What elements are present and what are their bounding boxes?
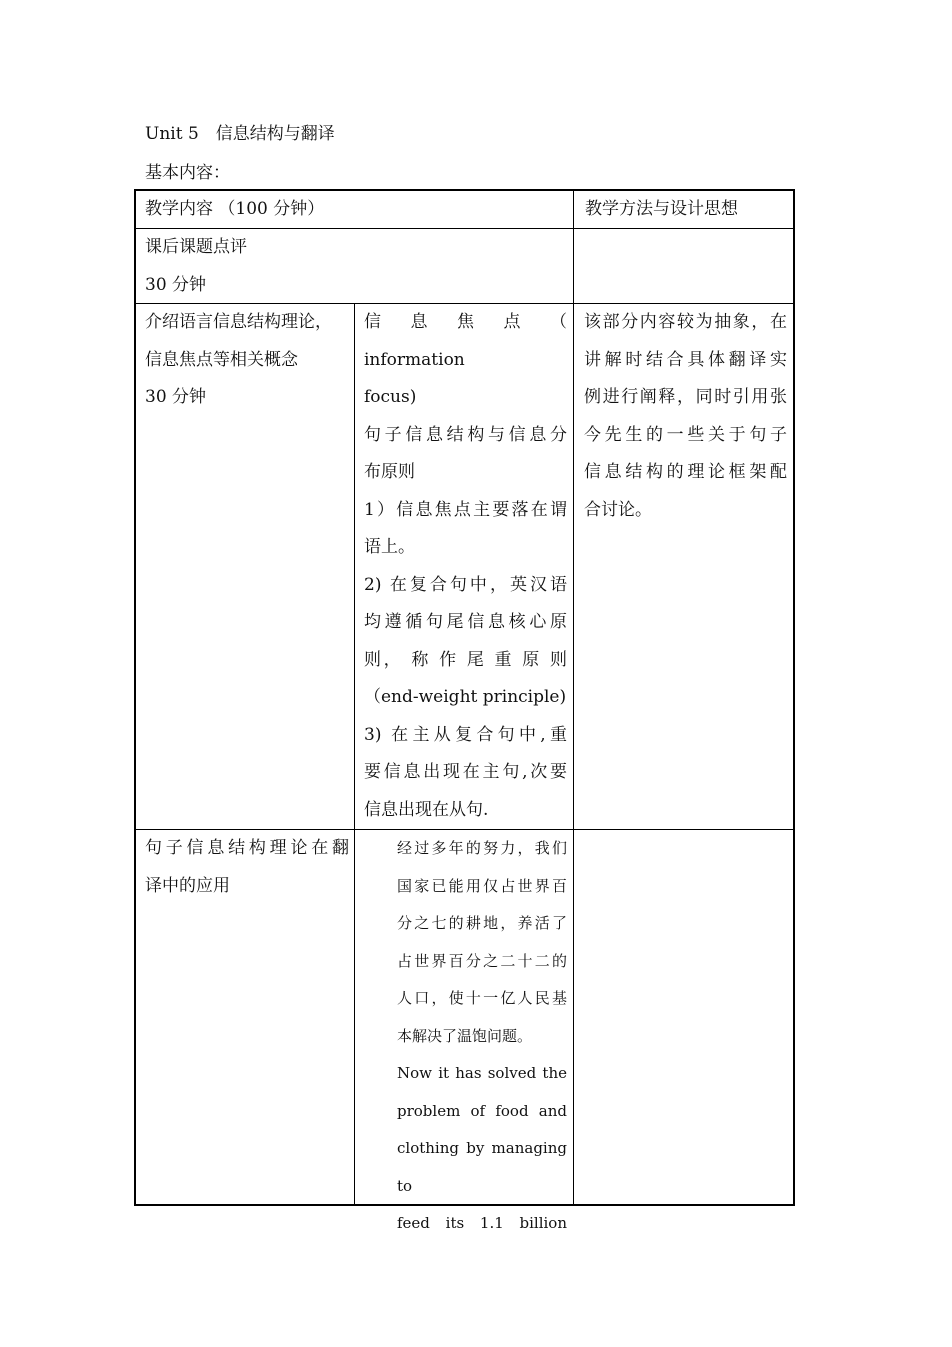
row3-example-line: 占世界百分之二十二的 (397, 951, 567, 970)
table-border-left (134, 189, 136, 1206)
row2-detail-line: 2) 在复合句中，英汉语 (364, 574, 567, 595)
row2-detail-line: 句子信息结构与信息分 (364, 424, 567, 445)
row2-topic-line: 介绍语言信息结构理论， (145, 312, 332, 332)
row2-method-line: 讲解时结合具体翻译实 (584, 349, 787, 370)
header-method-label: 教学方法与设计思想 (585, 199, 738, 219)
row3-example-line: feed its 1.1 billion (397, 1214, 567, 1232)
header-content-label: 教学内容 （100 分钟） (145, 199, 325, 219)
row3-topic-line: 句子信息结构理论在翻 (145, 838, 349, 858)
row2-detail-line: 信 息 焦 点 （ information (364, 312, 567, 370)
row2-method-cell (584, 304, 787, 529)
row2-detail-line: 3) 在主从复合句中,重 (364, 724, 567, 745)
row3-example-line: 人口，使十一亿人民基 (397, 989, 567, 1007)
header-content-cell (145, 191, 565, 229)
row1-line: 课后课题点评 (145, 237, 247, 257)
row1-content-cell (145, 229, 565, 304)
row3-topic-cell (145, 830, 349, 905)
row2-topic-cell (145, 304, 349, 417)
row3-example-line: clothing by managing to (397, 1139, 567, 1195)
row3-example-cell (397, 830, 567, 1243)
table-rule-col-mid (354, 303, 355, 1206)
row2-detail-cell (364, 304, 567, 829)
row3-example-line: 经过多年的努力，我们 (397, 839, 567, 857)
row2-detail-line: 布原则 (364, 462, 415, 482)
header-method-cell (585, 191, 785, 229)
row2-topic-line: 30 分钟 (145, 387, 207, 407)
row3-topic-line: 译中的应用 (145, 875, 230, 896)
row2-detail-line: 信息出现在从句. (364, 799, 489, 820)
row2-method-line: 今先生的一些关于句子 (584, 424, 787, 445)
row2-detail-line: focus) (364, 387, 417, 407)
row2-detail-line: 语上。 (364, 537, 415, 557)
row2-method-line: 信息结构的理论框架配 (584, 462, 787, 482)
row3-example-line: 本解决了温饱问题。 (397, 1026, 533, 1045)
table-rule-col-right (573, 189, 574, 1206)
row3-example-line: problem of food and (397, 1101, 567, 1120)
lesson-plan-table (134, 189, 795, 1232)
row1-line: 30 分钟 (145, 274, 207, 295)
document-title: Unit 5 信息结构与翻译 (145, 124, 335, 144)
row2-detail-line: 均遵循句尾信息核心原 (364, 612, 567, 632)
row2-detail-line: （end-weight principle) (364, 687, 567, 707)
row3-example-line: 国家已能用仅占世界百 (397, 876, 567, 895)
row2-topic-line: 信息焦点等相关概念 (145, 349, 298, 370)
row2-detail-line: 1）信息焦点主要落在谓 (364, 499, 567, 520)
row2-method-line: 合讨论。 (584, 499, 652, 520)
row2-method-line: 该部分内容较为抽象，在 (584, 312, 787, 332)
row2-method-line: 例进行阐释，同时引用张 (584, 387, 787, 407)
row3-example-line: 分之七的耕地，养活了 (397, 914, 567, 932)
section-label: 基本内容： (145, 163, 230, 183)
row2-detail-line: 则， 称 作 尾 重 原 则 (364, 649, 567, 670)
table-border-right (793, 189, 795, 1206)
row3-example-line: Now it has solved the (397, 1064, 567, 1082)
row2-detail-line: 要信息出现在主句,次要 (364, 762, 567, 782)
